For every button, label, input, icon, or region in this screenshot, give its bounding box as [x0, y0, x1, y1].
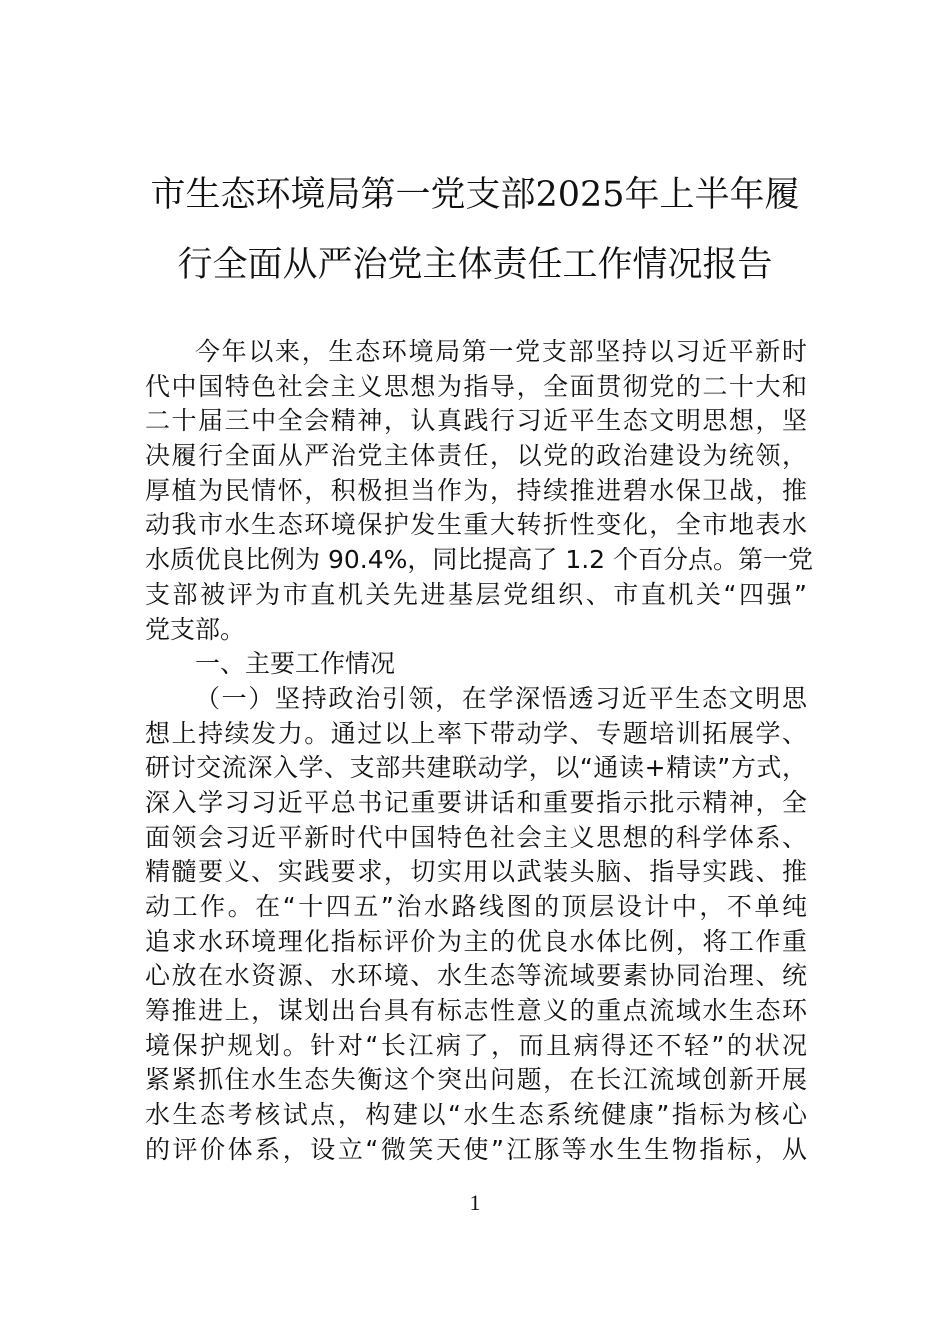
document-body: [145, 335, 814, 1168]
body-text-line: 动工作。在“十四五”治水路线图的顶层设计中，不单纯: [145, 892, 807, 921]
body-text-line: 今年以来，生态环境局第一党支部坚持以习近平新时: [195, 337, 807, 366]
body-text-line: 筹推进上，谋划出台具有标志性意义的重点流域水生态环: [145, 996, 807, 1026]
body-text-line: 的评价体系，设立“微笑天使”江豚等水生生物指标，从: [145, 1134, 807, 1164]
body-text-line: 面领会习近平新时代中国特色社会主义思想的科学体系、: [145, 822, 807, 852]
body-text-line: 深入学习习近平总书记重要讲话和重要指示批示精神，全: [145, 787, 807, 817]
body-text-line: （一）坚持政治引领，在学深悟透习近平生态文明思: [195, 683, 807, 713]
body-text-line: 心放在水资源、水环境、水生态等流域要素协同治理、统: [145, 961, 807, 991]
body-text-line: 研讨交流深入学、支部共建联动学，以“通读+精读”方式，: [145, 753, 807, 783]
body-text-line: 追求水环境理化指标评价为主的优良水体比例，将工作重: [145, 926, 807, 956]
body-text-line: 一、主要工作情况: [195, 649, 396, 679]
document-title-line-1: 市生态环境局第一党支部2025年上半年履: [150, 175, 800, 215]
body-text-line: 水质优良比例为 90.4%，同比提高了 1.2 个百分点。第一党: [145, 545, 814, 575]
body-text-line: 境保护规划。针对“长江病了，而且病得还不轻”的状况: [145, 1030, 807, 1060]
page-number: 1: [469, 1190, 481, 1215]
document-title-line-2: 行全面从严治党主体责任工作情况报告: [177, 245, 773, 285]
body-text-line: 动我市水生态环境保护发生重大转折性变化，全市地表水: [145, 510, 807, 540]
body-text-line: 代中国特色社会主义思想为指导，全面贯彻党的二十大和: [145, 371, 807, 401]
body-text-line: 紧紧抓住水生态失衡这个突出问题，在长江流域创新开展: [145, 1065, 807, 1095]
body-text-line: 决履行全面从严治党主体责任，以党的政治建设为统领，: [145, 441, 807, 471]
body-text-line: 水生态考核试点，构建以“水生态系统健康”指标为核心: [145, 1100, 807, 1130]
body-text-line: 厚植为民情怀，积极担当作为，持续推进碧水保卫战，推: [145, 475, 807, 505]
body-text-line: 二十届三中全会精神，认真践行习近平生态文明思想，坚: [145, 406, 807, 436]
body-text-line: 精髓要义、实践要求，切实用以武装头脑、指导实践、推: [145, 857, 807, 887]
body-text-line: 想上持续发力。通过以上率下带动学、专题培训拓展学、: [145, 718, 807, 748]
body-text-line: 党支部。: [145, 614, 246, 644]
body-text-line: 支部被评为市直机关先进基层党组织、市直机关“四强”: [145, 579, 807, 609]
